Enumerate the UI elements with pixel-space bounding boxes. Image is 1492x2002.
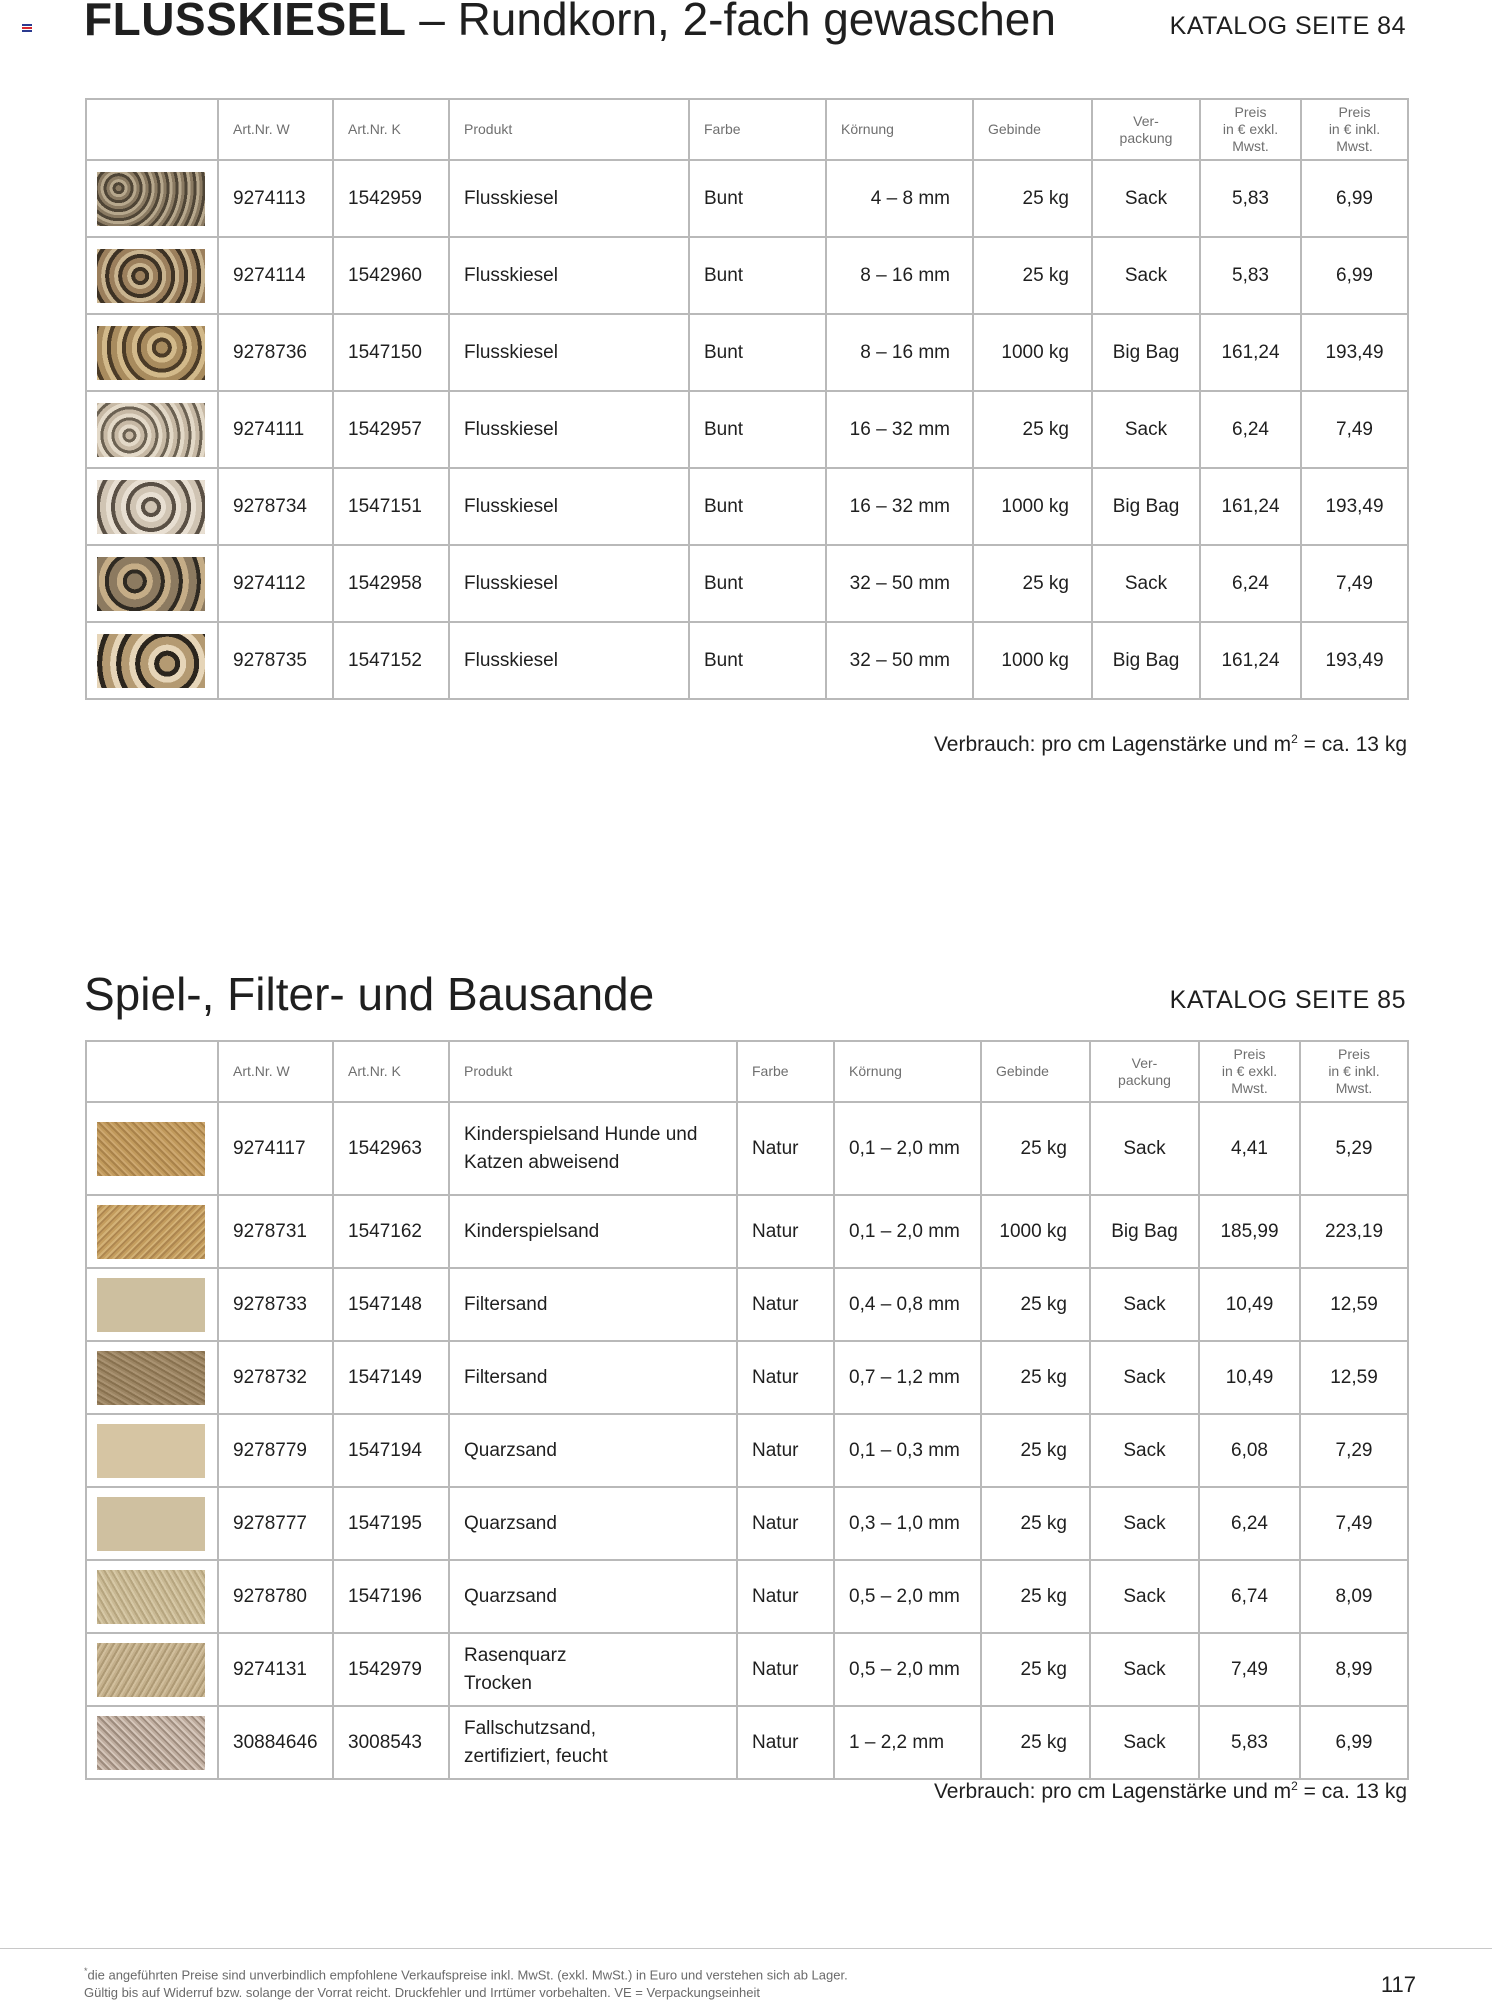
cell-artnr-k: 1547148	[333, 1268, 449, 1341]
cell-artnr-w: 9278777	[218, 1487, 333, 1560]
cell-artnr-w: 9278732	[218, 1341, 333, 1414]
cell-preis-exkl: 10,49	[1199, 1341, 1300, 1414]
cell-gebinde: 1000 kg	[981, 1195, 1090, 1268]
cell-gebinde: 1000 kg	[973, 622, 1092, 699]
cell-verpackung: Sack	[1090, 1341, 1199, 1414]
cell-produkt: Flusskiesel	[449, 622, 689, 699]
cell-koernung: 8 – 16 mm	[826, 237, 973, 314]
col-farbe: Farbe	[737, 1041, 834, 1102]
cell-verpackung: Sack	[1092, 160, 1200, 237]
cell-gebinde: 25 kg	[981, 1560, 1090, 1633]
table-row	[86, 1341, 1408, 1414]
cell-artnr-k: 3008543	[333, 1706, 449, 1779]
sand-swatch-image	[97, 1205, 205, 1259]
cell-farbe: Bunt	[689, 545, 826, 622]
col-verpackung: Ver- packung	[1090, 1041, 1199, 1102]
cell-farbe: Bunt	[689, 237, 826, 314]
cell-koernung: 16 – 32 mm	[826, 391, 973, 468]
cell-verpackung: Sack	[1092, 545, 1200, 622]
footer-note-line2: Gültig bis auf Widerruf bzw. solange der Vorrat reicht. Druckfehler und Irrtümer vorbehalten. VE = Verpackungseinheit	[84, 1985, 760, 2001]
cell-preis-exkl: 161,24	[1200, 314, 1301, 391]
product-image-cell	[86, 545, 218, 622]
gravel-swatch-image	[97, 403, 205, 457]
cell-koernung: 0,1 – 0,3 mm	[834, 1414, 981, 1487]
cell-verpackung: Sack	[1090, 1633, 1199, 1706]
cell-preis-exkl: 5,83	[1200, 160, 1301, 237]
col-produkt: Produkt	[449, 99, 689, 160]
cell-preis-exkl: 5,83	[1200, 237, 1301, 314]
cell-gebinde: 25 kg	[981, 1487, 1090, 1560]
cell-koernung: 4 – 8 mm	[826, 160, 973, 237]
cell-produkt: Filtersand	[449, 1268, 737, 1341]
cell-verpackung: Sack	[1090, 1268, 1199, 1341]
section1-title-bold: FLUSSKIESEL	[84, 0, 407, 45]
cell-verpackung: Sack	[1090, 1414, 1199, 1487]
cell-artnr-k: 1547196	[333, 1560, 449, 1633]
col-preis-inkl: Preis in € inkl. Mwst.	[1300, 1041, 1408, 1102]
product-image-cell	[86, 391, 218, 468]
cell-artnr-w: 9278779	[218, 1414, 333, 1487]
col-artnr-w: Art.Nr. W	[218, 1041, 333, 1102]
gravel-swatch-image	[97, 326, 205, 380]
cell-gebinde: 25 kg	[973, 391, 1092, 468]
cell-gebinde: 25 kg	[981, 1341, 1090, 1414]
product-image-cell	[86, 1633, 218, 1706]
table-row	[86, 622, 1408, 699]
cell-gebinde: 1000 kg	[973, 468, 1092, 545]
section2-katalog-ref: KATALOG SEITE 85	[1169, 986, 1406, 1014]
cell-farbe: Natur	[737, 1268, 834, 1341]
cell-preis-inkl: 6,99	[1300, 1706, 1408, 1779]
cell-preis-exkl: 185,99	[1199, 1195, 1300, 1268]
table-row	[86, 1487, 1408, 1560]
cell-artnr-k: 1542957	[333, 391, 449, 468]
section1-consumption-note: Verbrauch: pro cm Lagenstärke und $m^2$ = ca. 13 kg	[933, 732, 1407, 756]
cell-preis-exkl: 10,49	[1199, 1268, 1300, 1341]
table-row	[86, 1268, 1408, 1341]
product-image-cell	[86, 1414, 218, 1487]
table-row	[86, 1560, 1408, 1633]
cell-artnr-k: 1542959	[333, 160, 449, 237]
cell-gebinde: 25 kg	[973, 545, 1092, 622]
table-row	[86, 160, 1408, 237]
cell-artnr-k: 1542979	[333, 1633, 449, 1706]
cell-artnr-w: 9278736	[218, 314, 333, 391]
cell-preis-inkl: 7,49	[1300, 1487, 1408, 1560]
cell-artnr-k: 1547151	[333, 468, 449, 545]
cell-produkt: Quarzsand	[449, 1487, 737, 1560]
cell-koernung: 0,5 – 2,0 mm	[834, 1633, 981, 1706]
product-image-cell	[86, 1706, 218, 1779]
cell-produkt: Flusskiesel	[449, 468, 689, 545]
cell-preis-inkl: 193,49	[1301, 314, 1408, 391]
col-verpackung: Ver- packung	[1092, 99, 1200, 160]
cell-gebinde: 25 kg	[981, 1706, 1090, 1779]
cell-artnr-w: 9274111	[218, 391, 333, 468]
product-image-cell	[86, 237, 218, 314]
cell-produkt: Flusskiesel	[449, 545, 689, 622]
cell-artnr-w: 9278735	[218, 622, 333, 699]
section2-title: Spiel-, Filter- und Bausande	[84, 968, 655, 1020]
cell-preis-inkl: 7,29	[1300, 1414, 1408, 1487]
cell-koernung: 0,1 – 2,0 mm	[834, 1195, 981, 1268]
cell-farbe: Natur	[737, 1633, 834, 1706]
cell-artnr-k: 1547195	[333, 1487, 449, 1560]
product-image-cell	[86, 1268, 218, 1341]
col-produkt: Produkt	[449, 1041, 737, 1102]
col-koernung: Körnung	[826, 99, 973, 160]
cell-koernung: 1 – 2,2 mm	[834, 1706, 981, 1779]
sand-swatch-image	[97, 1643, 205, 1697]
cell-farbe: Bunt	[689, 314, 826, 391]
section1-title	[84, 0, 1056, 45]
cell-koernung: 8 – 16 mm	[826, 314, 973, 391]
cell-gebinde: 25 kg	[981, 1268, 1090, 1341]
col-artnr-k: Art.Nr. K	[333, 99, 449, 160]
cell-artnr-w: 9278780	[218, 1560, 333, 1633]
cell-produkt: Rasenquarz Trocken	[449, 1633, 737, 1706]
table-row	[86, 1195, 1408, 1268]
cell-artnr-w: 9274131	[218, 1633, 333, 1706]
col-image	[86, 99, 218, 160]
cell-produkt: Flusskiesel	[449, 391, 689, 468]
cell-preis-exkl: 5,83	[1199, 1706, 1300, 1779]
cell-preis-exkl: 6,74	[1199, 1560, 1300, 1633]
cell-preis-exkl: 6,08	[1199, 1414, 1300, 1487]
cell-produkt: Quarzsand	[449, 1560, 737, 1633]
cell-preis-exkl: 6,24	[1200, 545, 1301, 622]
cell-artnr-k: 1547162	[333, 1195, 449, 1268]
cell-artnr-w: 9278731	[218, 1195, 333, 1268]
col-preis-exkl: Preis in € exkl. Mwst.	[1199, 1041, 1300, 1102]
cell-artnr-w: 9278733	[218, 1268, 333, 1341]
product-image-cell	[86, 314, 218, 391]
gravel-swatch-image	[97, 634, 205, 688]
cell-artnr-k: 1547152	[333, 622, 449, 699]
cell-produkt: Flusskiesel	[449, 314, 689, 391]
gravel-swatch-image	[97, 249, 205, 303]
cell-gebinde: 25 kg	[973, 237, 1092, 314]
cell-farbe: Bunt	[689, 622, 826, 699]
cell-koernung: 0,1 – 2,0 mm	[834, 1102, 981, 1195]
sand-swatch-image	[97, 1497, 205, 1551]
cell-verpackung: Sack	[1090, 1487, 1199, 1560]
col-artnr-k: Art.Nr. K	[333, 1041, 449, 1102]
table-row	[86, 314, 1408, 391]
cell-koernung: 0,5 – 2,0 mm	[834, 1560, 981, 1633]
table-row	[86, 1414, 1408, 1487]
cell-gebinde: 25 kg	[973, 160, 1092, 237]
cell-preis-inkl: 223,19	[1300, 1195, 1408, 1268]
cell-koernung: 0,7 – 1,2 mm	[834, 1341, 981, 1414]
cell-farbe: Natur	[737, 1706, 834, 1779]
cell-preis-inkl: 193,49	[1301, 622, 1408, 699]
cell-verpackung: Sack	[1090, 1102, 1199, 1195]
cell-koernung: 0,3 – 1,0 mm	[834, 1487, 981, 1560]
cell-artnr-w: 30884646	[218, 1706, 333, 1779]
sand-swatch-image	[97, 1716, 205, 1770]
cell-artnr-k: 1547149	[333, 1341, 449, 1414]
table-row	[86, 1102, 1408, 1195]
cell-produkt: Quarzsand	[449, 1414, 737, 1487]
sand-swatch-image	[97, 1278, 205, 1332]
footer-note-line1: *die angeführten Preise sind unverbindlich empfohlene Verkaufspreise inkl. MwSt. (exkl. MwSt.) in Euro und verstehen sich ab Lager.	[84, 1966, 848, 1983]
table-header-row	[86, 99, 1408, 160]
cell-farbe: Natur	[737, 1560, 834, 1633]
cell-produkt: Flusskiesel	[449, 237, 689, 314]
cell-verpackung: Sack	[1092, 391, 1200, 468]
cell-preis-exkl: 161,24	[1200, 622, 1301, 699]
section1-katalog-ref: KATALOG SEITE 84	[1169, 12, 1406, 40]
product-image-cell	[86, 160, 218, 237]
cell-preis-inkl: 193,49	[1301, 468, 1408, 545]
section2-consumption-note: Verbrauch: pro cm Lagenstärke und $m^2$ = ca. 13 kg	[933, 1779, 1407, 1803]
table-row	[86, 1633, 1408, 1706]
cell-artnr-w: 9274112	[218, 545, 333, 622]
cell-preis-exkl: 7,49	[1199, 1633, 1300, 1706]
table-row	[86, 1706, 1408, 1779]
cell-preis-inkl: 5,29	[1300, 1102, 1408, 1195]
cell-artnr-w: 9274114	[218, 237, 333, 314]
sand-swatch-image	[97, 1122, 205, 1176]
col-gebinde: Gebinde	[981, 1041, 1090, 1102]
flag-icon	[22, 24, 32, 32]
table-row	[86, 391, 1408, 468]
cell-preis-inkl: 8,09	[1300, 1560, 1408, 1633]
product-image-cell	[86, 1195, 218, 1268]
col-koernung: Körnung	[834, 1041, 981, 1102]
col-preis-exkl: Preis in € exkl. Mwst.	[1200, 99, 1301, 160]
cell-produkt: Kinderspielsand Hunde und Katzen abweisend	[449, 1102, 737, 1195]
sande-table	[85, 1040, 1409, 1780]
cell-farbe: Natur	[737, 1487, 834, 1560]
section1-title-rest: – Rundkorn, 2-fach gewaschen	[406, 0, 1056, 45]
cell-preis-exkl: 6,24	[1199, 1487, 1300, 1560]
cell-verpackung: Sack	[1090, 1560, 1199, 1633]
cell-preis-inkl: 8,99	[1300, 1633, 1408, 1706]
cell-verpackung: Big Bag	[1090, 1195, 1199, 1268]
cell-preis-exkl: 161,24	[1200, 468, 1301, 545]
cell-artnr-k: 1547194	[333, 1414, 449, 1487]
cell-farbe: Bunt	[689, 391, 826, 468]
gravel-swatch-image	[97, 172, 205, 226]
cell-artnr-k: 1547150	[333, 314, 449, 391]
footer-divider	[0, 1948, 1492, 1949]
product-image-cell	[86, 1560, 218, 1633]
cell-farbe: Natur	[737, 1341, 834, 1414]
cell-koernung: 32 – 50 mm	[826, 622, 973, 699]
cell-verpackung: Big Bag	[1092, 468, 1200, 545]
table-header-row	[86, 1041, 1408, 1102]
cell-koernung: 32 – 50 mm	[826, 545, 973, 622]
cell-verpackung: Sack	[1090, 1706, 1199, 1779]
cell-artnr-w: 9274113	[218, 160, 333, 237]
col-image	[86, 1041, 218, 1102]
col-preis-inkl: Preis in € inkl. Mwst.	[1301, 99, 1408, 160]
cell-gebinde: 25 kg	[981, 1414, 1090, 1487]
sand-swatch-image	[97, 1351, 205, 1405]
cell-preis-exkl: 6,24	[1200, 391, 1301, 468]
cell-gebinde: 1000 kg	[973, 314, 1092, 391]
product-image-cell	[86, 1102, 218, 1195]
cell-produkt: Kinderspielsand	[449, 1195, 737, 1268]
cell-produkt: Flusskiesel	[449, 160, 689, 237]
cell-verpackung: Sack	[1092, 237, 1200, 314]
cell-produkt: Fallschutzsand, zertifiziert, feucht	[449, 1706, 737, 1779]
cell-artnr-k: 1542963	[333, 1102, 449, 1195]
cell-artnr-k: 1542958	[333, 545, 449, 622]
cell-farbe: Bunt	[689, 160, 826, 237]
cell-verpackung: Big Bag	[1092, 314, 1200, 391]
table-row	[86, 237, 1408, 314]
cell-gebinde: 25 kg	[981, 1633, 1090, 1706]
product-image-cell	[86, 1487, 218, 1560]
cell-farbe: Bunt	[689, 468, 826, 545]
cell-farbe: Natur	[737, 1195, 834, 1268]
product-image-cell	[86, 468, 218, 545]
table-row	[86, 545, 1408, 622]
col-farbe: Farbe	[689, 99, 826, 160]
cell-preis-inkl: 6,99	[1301, 237, 1408, 314]
col-artnr-w: Art.Nr. W	[218, 99, 333, 160]
cell-preis-inkl: 6,99	[1301, 160, 1408, 237]
cell-gebinde: 25 kg	[981, 1102, 1090, 1195]
cell-verpackung: Big Bag	[1092, 622, 1200, 699]
cell-preis-inkl: 7,49	[1301, 391, 1408, 468]
footer-note	[84, 1962, 848, 2002]
product-image-cell	[86, 1341, 218, 1414]
cell-koernung: 16 – 32 mm	[826, 468, 973, 545]
table-row	[86, 468, 1408, 545]
cell-preis-inkl: 12,59	[1300, 1341, 1408, 1414]
cell-koernung: 0,4 – 0,8 mm	[834, 1268, 981, 1341]
gravel-swatch-image	[97, 557, 205, 611]
cell-artnr-k: 1542960	[333, 237, 449, 314]
cell-preis-inkl: 7,49	[1301, 545, 1408, 622]
gravel-swatch-image	[97, 480, 205, 534]
cell-preis-inkl: 12,59	[1300, 1268, 1408, 1341]
col-gebinde: Gebinde	[973, 99, 1092, 160]
cell-artnr-w: 9278734	[218, 468, 333, 545]
sand-swatch-image	[97, 1570, 205, 1624]
cell-artnr-w: 9274117	[218, 1102, 333, 1195]
flusskiesel-table	[85, 98, 1409, 700]
cell-preis-exkl: 4,41	[1199, 1102, 1300, 1195]
cell-farbe: Natur	[737, 1414, 834, 1487]
page-number: 117	[1380, 1972, 1416, 1997]
cell-farbe: Natur	[737, 1102, 834, 1195]
product-image-cell	[86, 622, 218, 699]
sand-swatch-image	[97, 1424, 205, 1478]
cell-produkt: Filtersand	[449, 1341, 737, 1414]
